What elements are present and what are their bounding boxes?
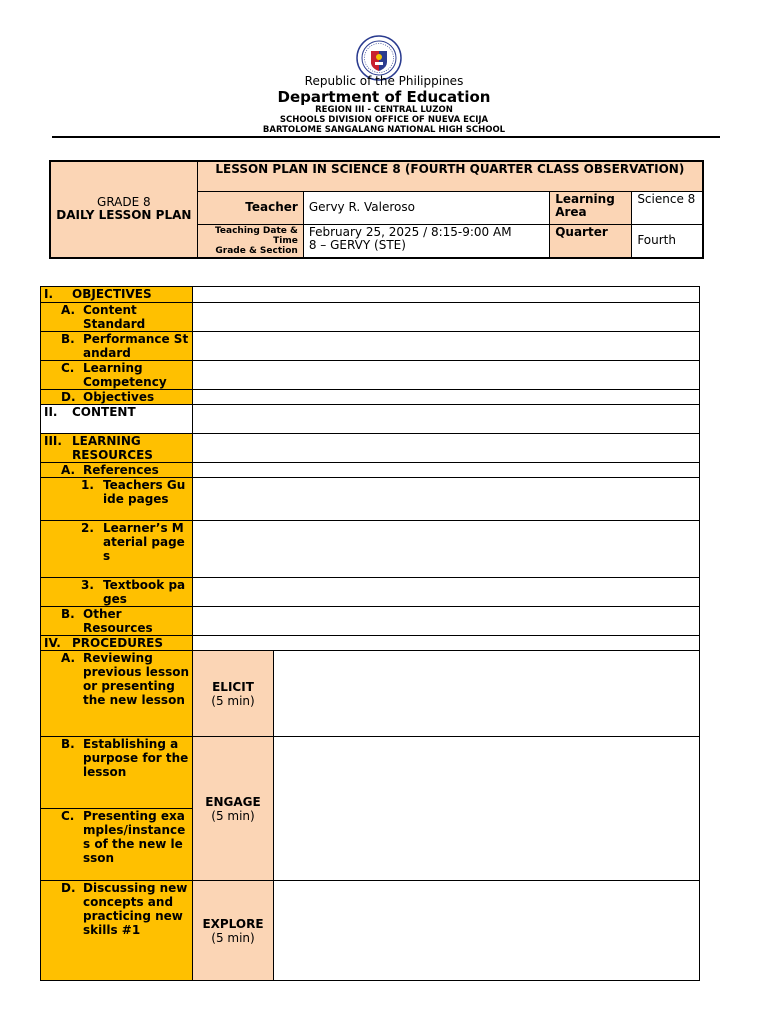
grade-cell [50,161,197,258]
explore-phase-cell [193,881,274,981]
lesson-plan-table [40,286,700,981]
teacher-value: Gervy R. Valeroso [303,191,549,224]
explore-label: EXPLORE [202,916,264,931]
division-name: SCHOOLS DIVISION OFFICE OF NUEVA ECIJA [279,115,489,125]
lesson-info-table [49,160,704,259]
learning-competency-input-cell[interactable] [193,361,700,390]
elicit-phase-cell [193,651,274,737]
learning-resources-input-cell[interactable] [193,434,700,463]
objectives-input-cell[interactable] [193,287,700,303]
quarter-value: Fourth [632,224,703,258]
explore-time: (5 min) [211,930,255,945]
content-standard-label: A. Content Standard [41,303,193,332]
learning-area-value: Science 8 [632,191,703,224]
section-value: 8 – GERVY (STE) [308,237,406,252]
other-resources-input-cell[interactable] [193,607,700,636]
plan-type-label: DAILY LESSON PLAN [56,208,192,223]
country-name: Republic of the Philippines [304,74,464,88]
content-input-cell[interactable] [193,405,700,434]
teachers-guide-input-cell[interactable] [193,478,700,521]
procedures-input-cell[interactable] [193,636,700,651]
explore-input-cell[interactable] [274,881,700,981]
header-divider [52,136,720,138]
textbook-input-cell[interactable] [193,578,700,607]
school-name: BARTOLOME SANGALANG NATIONAL HIGH SCHOOL [262,125,506,135]
engage-label: ENGAGE [205,794,261,809]
learners-material-label: 2. Learner’s Material pages [41,521,193,578]
objectives-header: I. OBJECTIVES [41,287,193,303]
elicit-label: ELICIT [212,679,254,694]
engage-input-cell[interactable] [274,737,700,881]
objectives-d-label: D. Objectives [41,390,193,405]
grade-label: GRADE 8 [97,195,151,210]
engage-phase-cell [193,737,274,881]
learning-area-label: Learning Area [550,191,632,224]
procedure-c-label: C. Presenting examples/instances of the new lesson [41,809,193,881]
references-label: A. References [41,463,193,478]
teachers-guide-label: 1. Teachers Guide pages [41,478,193,521]
date-time-value: February 25, 2025 / 8:15-9:00 AM [308,224,512,239]
engage-time: (5 min) [211,808,255,823]
other-resources-label: B. Other Resources [41,607,193,636]
performance-standard-input-cell[interactable] [193,332,700,361]
lesson-title: LESSON PLAN IN SCIENCE 8 (FOURTH QUARTER CLASS OBSERVATION) [197,161,703,191]
objectives-d-input-cell[interactable] [193,390,700,405]
references-input-cell[interactable] [193,463,700,478]
date-section-labels [197,224,303,258]
learning-resources-header: III. LEARNING RESOURCES [41,434,193,463]
content-header: II. CONTENT [41,405,193,434]
learners-material-input-cell[interactable] [193,521,700,578]
procedure-b-label: B. Establishing a purpose for the lesson [41,737,193,809]
learning-competency-label: C. Learning Competency [41,361,193,390]
elicit-time: (5 min) [211,693,255,708]
quarter-label: Quarter [550,224,632,258]
procedures-header: IV. PROCEDURES [41,636,193,651]
performance-standard-label: B. Performance Standard [41,332,193,361]
department-name: Department of Education [277,88,491,106]
procedure-d-label: D. Discussing new concepts and practicing new skills #1 [41,881,193,981]
date-label: Teaching Date & Time [214,225,298,246]
textbook-label: 3. Textbook pages [41,578,193,607]
procedure-a-label: A. Reviewing previous lesson or presenting the new lesson [41,651,193,737]
elicit-input-cell[interactable] [274,651,700,737]
teacher-label: Teacher [197,191,303,224]
region-name: REGION III - CENTRAL LUZON [315,105,453,115]
date-section-values [303,224,549,258]
section-label: Grade & Section [215,245,298,256]
content-standard-input-cell[interactable] [193,303,700,332]
